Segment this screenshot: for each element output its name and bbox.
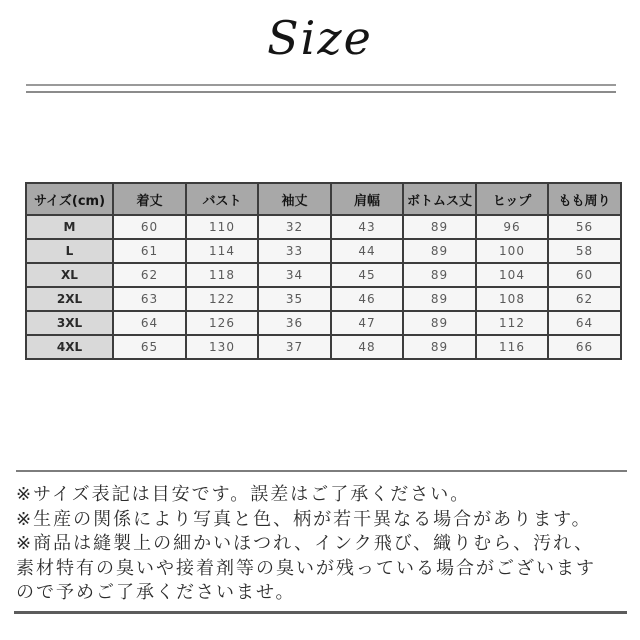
size-value-cell: 118 [186, 263, 258, 287]
table-row [26, 239, 621, 263]
size-value-cell: 33 [258, 239, 331, 263]
table-row [26, 311, 621, 335]
size-value-cell: 89 [403, 311, 476, 335]
disclaimer-notes [16, 483, 634, 606]
size-value-cell: 62 [113, 263, 186, 287]
size-value-cell: 60 [113, 215, 186, 239]
size-value-cell: 110 [186, 215, 258, 239]
note-line: 素材特有の臭いや接着剤等の臭いが残っている場合がございます [16, 557, 596, 579]
size-value-cell: 64 [113, 311, 186, 335]
size-value-cell: 43 [331, 215, 403, 239]
size-value-cell: 47 [331, 311, 403, 335]
table-row [26, 263, 621, 287]
size-table [25, 182, 622, 360]
col-header-thigh: もも周り [548, 183, 621, 215]
table-row [26, 335, 621, 359]
size-label: XL [26, 263, 113, 287]
note-line: ※商品は縫製上の細かいほつれ、インク飛び、織りむら、汚れ、 [16, 533, 595, 554]
size-value-cell: 100 [476, 239, 548, 263]
size-value-cell: 35 [258, 287, 331, 311]
size-value-cell: 56 [548, 215, 621, 239]
size-value-cell: 104 [476, 263, 548, 287]
size-value-cell: 61 [113, 239, 186, 263]
size-value-cell: 34 [258, 263, 331, 287]
size-value-cell: 122 [186, 287, 258, 311]
size-value-cell: 114 [186, 239, 258, 263]
size-label: 3XL [26, 311, 113, 335]
size-value-cell: 60 [548, 263, 621, 287]
notes-rule-bottom [14, 611, 627, 614]
size-value-cell: 89 [403, 263, 476, 287]
col-header-sleeve: 袖丈 [258, 183, 331, 215]
size-value-cell: 63 [113, 287, 186, 311]
size-value-cell: 44 [331, 239, 403, 263]
size-value-cell: 48 [331, 335, 403, 359]
col-header-size: サイズ(cm) [26, 183, 113, 215]
col-header-bottoms: ボトムス丈 [403, 183, 476, 215]
note-line: ので予めご了承くださいませ。 [16, 582, 296, 603]
size-value-cell: 62 [548, 287, 621, 311]
size-value-cell: 64 [548, 311, 621, 335]
title-double-rule [26, 84, 616, 93]
size-value-cell: 45 [331, 263, 403, 287]
size-value-cell: 65 [113, 335, 186, 359]
note-line: ※生産の関係により写真と色、柄が若干異なる場合があります。 [16, 508, 592, 530]
size-label: 2XL [26, 287, 113, 311]
size-value-cell: 46 [331, 287, 403, 311]
table-row [26, 215, 621, 239]
size-value-cell: 37 [258, 335, 331, 359]
col-header-bust: バスト [186, 183, 258, 215]
col-header-shoulder: 肩幅 [331, 183, 403, 215]
note-line: ※サイズ表記は目安です。誤差はご了承ください。 [16, 484, 471, 505]
col-header-body-length: 着丈 [113, 183, 186, 215]
size-value-cell: 36 [258, 311, 331, 335]
size-value-cell: 130 [186, 335, 258, 359]
size-label: 4XL [26, 335, 113, 359]
size-value-cell: 89 [403, 335, 476, 359]
size-value-cell: 96 [476, 215, 548, 239]
size-table-body [26, 215, 621, 359]
size-value-cell: 32 [258, 215, 331, 239]
size-value-cell: 126 [186, 311, 258, 335]
size-label: L [26, 239, 113, 263]
page-title: Size [267, 11, 373, 65]
size-value-cell: 58 [548, 239, 621, 263]
size-value-cell: 108 [476, 287, 548, 311]
size-value-cell: 112 [476, 311, 548, 335]
size-value-cell: 116 [476, 335, 548, 359]
table-row [26, 287, 621, 311]
size-label: M [26, 215, 113, 239]
size-value-cell: 66 [548, 335, 621, 359]
notes-rule-top [16, 470, 627, 472]
size-value-cell: 89 [403, 239, 476, 263]
col-header-hip: ヒップ [476, 183, 548, 215]
size-value-cell: 89 [403, 287, 476, 311]
size-value-cell: 89 [403, 215, 476, 239]
table-header-row [26, 183, 621, 215]
